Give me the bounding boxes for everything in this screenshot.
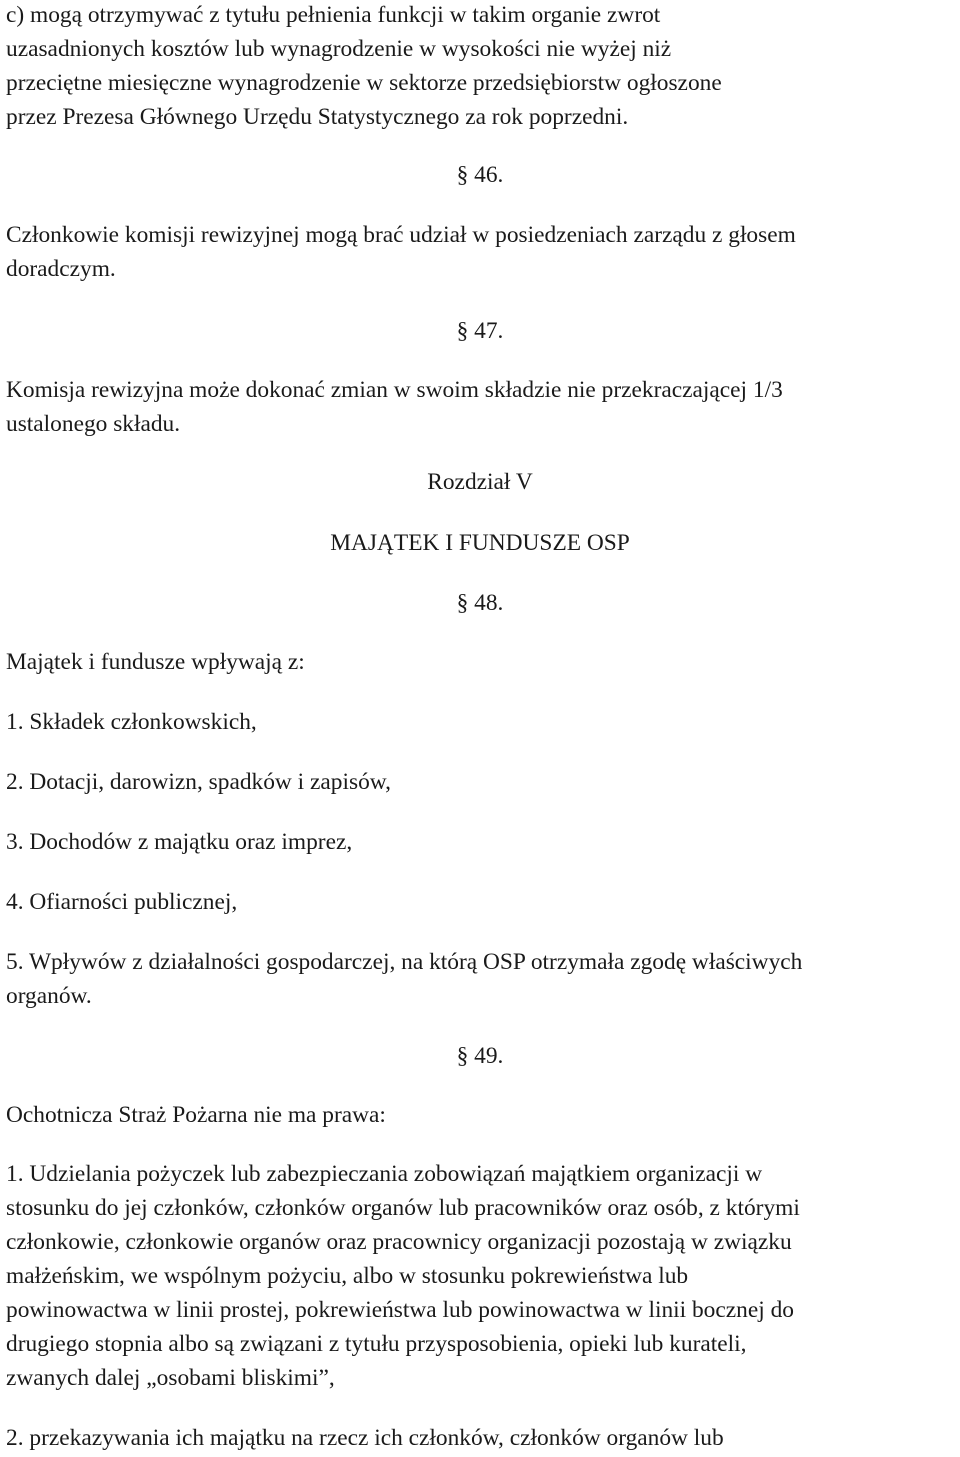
text-line: ustalonego składu. bbox=[6, 411, 181, 437]
text-line: doradczym. bbox=[6, 256, 116, 282]
list-item: 4. Ofiarności publicznej, bbox=[6, 889, 238, 915]
text-line: 2. przekazywania ich majątku na rzecz ich członków, członków organów lub bbox=[6, 1425, 724, 1451]
text-line: uzasadnionych kosztów lub wynagrodzenie w wysokości nie wyżej niż bbox=[6, 36, 672, 62]
text-line: stosunku do jej członków, członków organów lub pracowników oraz osób, z którymi bbox=[6, 1195, 800, 1221]
text-line: drugiego stopnia albo są związani z tytułu przysposobienia, opieki lub kurateli, bbox=[6, 1331, 747, 1357]
text-line: 1. Udzielania pożyczek lub zabezpieczania zobowiązań majątkiem organizacji w bbox=[6, 1161, 763, 1187]
section-heading-48: § 48. bbox=[456, 590, 504, 616]
section-heading-46: § 46. bbox=[456, 162, 504, 188]
list-item: organów. bbox=[6, 983, 92, 1009]
list-item: 1. Składek członkowskich, bbox=[6, 709, 257, 735]
text-line: powinowactwa w linii prostej, pokrewieństwa lub powinowactwa w linii bocznej do bbox=[6, 1297, 794, 1323]
list-item: 5. Wpływów z działalności gospodarczej, na którą OSP otrzymała zgodę właściwych bbox=[6, 949, 803, 975]
list-intro: Majątek i fundusze wpływają z: bbox=[6, 649, 305, 675]
text-line: małżeńskim, we wspólnym pożyciu, albo w stosunku pokrewieństwa lub bbox=[6, 1263, 689, 1289]
section-heading-47: § 47. bbox=[456, 318, 504, 344]
text-line: przez Prezesa Głównego Urzędu Statystycznego za rok poprzedni. bbox=[6, 104, 629, 130]
list-intro: Ochotnicza Straż Pożarna nie ma prawa: bbox=[6, 1102, 386, 1128]
text-line: członkowie, członkowie organów oraz pracownicy organizacji pozostają w związku bbox=[6, 1229, 792, 1255]
list-item: 3. Dochodów z majątku oraz imprez, bbox=[6, 829, 353, 855]
chapter-number: Rozdział V bbox=[427, 469, 533, 495]
list-item: 2. Dotacji, darowizn, spadków i zapisów, bbox=[6, 769, 391, 795]
text-line: przeciętne miesięczne wynagrodzenie w sektorze przedsiębiorstw ogłoszone bbox=[6, 70, 722, 96]
text-line: zwanych dalej „osobami bliskimi”, bbox=[6, 1365, 335, 1391]
text-line: c) mogą otrzymywać z tytułu pełnienia funkcji w takim organie zwrot bbox=[6, 2, 661, 28]
section-heading-49: § 49. bbox=[456, 1043, 504, 1069]
chapter-title: MAJĄTEK I FUNDUSZE OSP bbox=[330, 530, 630, 556]
text-line: Członkowie komisji rewizyjnej mogą brać udział w posiedzeniach zarządu z głosem bbox=[6, 222, 796, 248]
text-line: Komisja rewizyjna może dokonać zmian w swoim składzie nie przekraczającej 1/3 bbox=[6, 377, 783, 403]
